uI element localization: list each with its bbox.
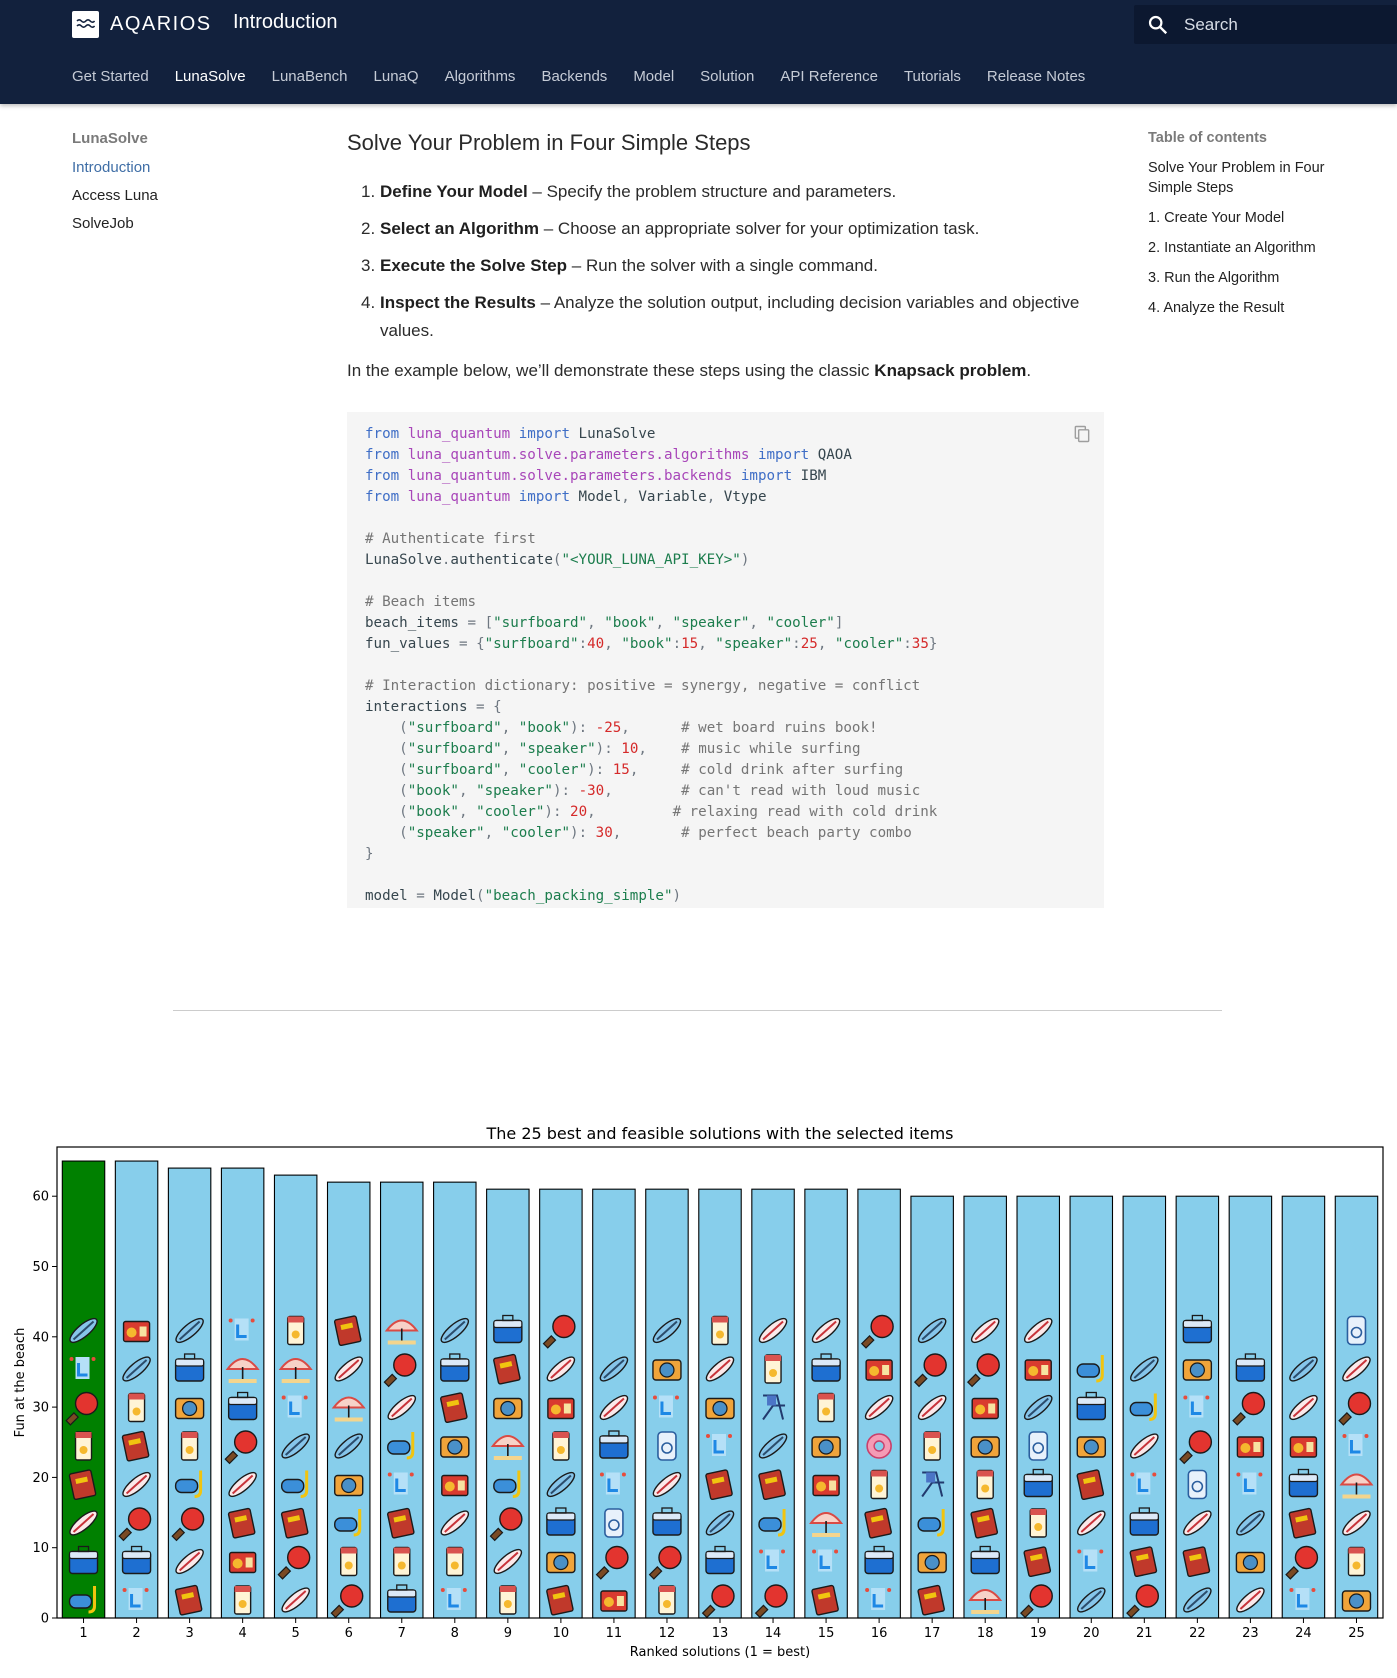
float-icon [867,1434,891,1458]
step-item [361,252,1105,280]
camera-icon [653,1360,681,1380]
book-icon [440,1393,467,1423]
main-content [347,130,1105,385]
book-icon [175,1585,202,1615]
x-tick-label: 22 [1189,1626,1206,1641]
x-tick-label: 24 [1295,1626,1312,1641]
step-body [380,252,878,280]
y-tick-label: 0 [40,1611,49,1627]
speaker-icon [1347,1317,1365,1345]
step-text: – Analyze the solution output, including decision variables and objective values. [380,293,1080,340]
tab-backends[interactable]: Backends [541,68,608,85]
x-tick-label: 9 [503,1626,512,1641]
camera-icon [547,1553,575,1573]
step-title: Execute the Solve Step [380,256,568,275]
y-tick-label: 60 [32,1189,49,1205]
x-tick-label: 14 [764,1626,782,1641]
camera-icon [335,1476,363,1496]
tab-api-reference[interactable]: API Reference [780,68,878,85]
tab-tutorials[interactable]: Tutorials [903,68,961,85]
book-icon [493,1354,520,1384]
y-tick-label: 50 [32,1260,49,1276]
book-icon [1289,1508,1316,1538]
book-icon [1183,1547,1210,1577]
x-tick-label: 5 [291,1626,300,1641]
sunscreen-icon [553,1432,569,1460]
tab-model[interactable]: Model [633,68,675,85]
x-tick-label: 12 [658,1626,676,1641]
sidebar-item-introduction[interactable]: Introduction [72,159,151,176]
sunscreen-icon [871,1471,887,1499]
y-tick-label: 30 [32,1400,49,1416]
step-body [380,215,979,243]
x-tick-label: 23 [1242,1626,1259,1641]
book-icon [971,1508,998,1538]
book-icon [1130,1547,1157,1577]
step-title: Inspect the Results [380,293,536,312]
y-tick-label: 40 [32,1330,49,1346]
step-item [361,178,1105,206]
logo-text: AQARIOS [110,13,212,35]
camera-icon [1183,1360,1211,1380]
code-block[interactable] [347,412,1104,908]
toc-item[interactable]: 1. Create Your Model [1148,210,1285,226]
intro-bold: Knapsack problem [874,361,1027,380]
radio-icon [548,1399,574,1419]
book-icon [1077,1470,1104,1500]
camera-icon [1077,1437,1105,1457]
speaker-icon [1029,1432,1047,1460]
sunscreen-icon [659,1586,675,1614]
search-icon [1147,14,1169,36]
code-text[interactable]: from luna_quantum import LunaSolve from luna_quantum.solve.parameters.algorithms import QAOA from luna_quantum.solve.parameters.backends import IBM from luna_quantum import Model, Variable, Vtype # Authenticate first LunaSolve.authenticate("<YOUR_LUNA_API_KEY>") # Beach items beach_items = ["surfboard", "book", "speaker", "cooler"] fun_values = {"surfboard":40, "book":15, "speaker":25, "cooler":35} # Interaction dictionary: positive = synergy, negative = conflict interactions = { ("surfboard", "book"): -25, # wet board ruins book! ("surfboard", "speaker"): 10, # music while surfing ("surfboard", "cooler"): 15, # cold drink after surfing ("book", "speaker"): -30, # can't read with loud music ("book", "cooler"): 20, # relaxing read with cold drink ("speaker", "cooler"): 30, # perfect beach party combo } model = Model("beach_packing_simple") [365,426,938,904]
chart-container [0,1115,1397,1673]
radio-icon [1290,1437,1316,1457]
radio-icon [124,1322,150,1342]
y-tick-label: 20 [32,1470,49,1486]
copy-icon[interactable] [1072,424,1092,444]
sunscreen-icon [1030,1509,1046,1537]
sunscreen-icon [712,1317,728,1345]
radio-icon [1025,1360,1051,1380]
steps-list [347,178,1105,345]
tab-lunaq[interactable]: LunaQ [373,68,419,85]
top-tabs [72,68,1111,85]
camera-icon [441,1437,469,1457]
tab-release-notes[interactable]: Release Notes [986,68,1086,85]
x-tick-label: 3 [185,1626,194,1641]
sidebar-item-solvejob[interactable]: SolveJob [72,215,134,232]
radio-icon [813,1476,839,1496]
step-text: – Choose an appropriate solver for your optimization task. [539,219,980,238]
solutions-bar-chart [0,1115,1397,1673]
camera-icon [812,1437,840,1457]
camera-icon [1236,1553,1264,1573]
tab-get-started[interactable]: Get Started [72,68,149,85]
x-tick-label: 18 [976,1626,994,1641]
book-icon [334,1316,361,1346]
section-heading: Solve Your Problem in Four Simple Steps [347,130,751,155]
book-icon [918,1585,945,1615]
speaker-icon [605,1509,623,1537]
step-number: 1. [361,182,376,201]
camera-icon [971,1437,999,1457]
step-number: 3. [361,256,376,275]
sunscreen-icon [500,1586,516,1614]
step-title: Select an Algorithm [380,219,540,238]
step-body [380,178,896,206]
toc-item[interactable]: 3. Run the Algorithm [1148,270,1280,286]
x-tick-label: 13 [711,1626,729,1641]
book-icon [759,1470,786,1500]
search-box[interactable] [1134,5,1397,44]
step-text: – Run the solver with a single command. [567,256,878,275]
horizontal-divider [173,1010,1222,1011]
sunscreen-icon [924,1432,940,1460]
sunscreen-icon [288,1317,304,1345]
camera-icon [494,1399,522,1419]
x-tick-label: 16 [870,1626,888,1641]
top-header [0,0,1397,104]
y-tick-label: 10 [32,1541,49,1557]
x-tick-label: 25 [1348,1626,1365,1641]
step-item [361,215,1105,243]
radio-icon [1237,1437,1263,1457]
bar [62,1161,104,1618]
x-tick-label: 2 [132,1626,141,1641]
x-tick-label: 1 [79,1626,88,1641]
x-tick-label: 7 [397,1626,406,1641]
book-icon [228,1508,255,1538]
radio-icon [442,1476,468,1496]
sunscreen-icon [818,1394,834,1422]
book-icon [812,1585,839,1615]
book-icon [69,1470,96,1500]
x-tick-label: 6 [344,1626,353,1641]
radio-icon [972,1399,998,1419]
sunscreen-icon [76,1432,92,1460]
toc-item[interactable]: 2. Instantiate an Algorithm [1148,240,1316,256]
tab-solution[interactable]: Solution [700,68,755,85]
sunscreen-icon [765,1355,781,1383]
x-tick-label: 17 [923,1626,941,1641]
step-number: 2. [361,219,376,238]
logo[interactable] [72,11,212,38]
sidebar-heading: LunaSolve [72,130,148,147]
step-number: 4. [361,293,376,312]
x-tick-label: 19 [1029,1626,1047,1641]
chart-title: The 25 best and feasible solutions with the selected items [486,1124,954,1143]
camera-icon [706,1399,734,1419]
intro-end: . [1026,361,1032,380]
camera-icon [918,1553,946,1573]
radio-icon [230,1553,256,1573]
sunscreen-icon [1348,1548,1364,1576]
x-tick-label: 11 [605,1626,623,1641]
x-tick-label: 10 [552,1626,570,1641]
book-icon [1024,1547,1051,1577]
book-icon [281,1508,308,1538]
x-axis-label: Ranked solutions (1 = best) [629,1645,811,1660]
radio-icon [866,1360,892,1380]
book-icon [865,1508,892,1538]
book-icon [706,1470,733,1500]
page-title: Introduction [233,11,338,33]
sunscreen-icon [129,1394,145,1422]
book-icon [387,1508,414,1538]
sunscreen-icon [447,1548,463,1576]
bar [115,1161,157,1618]
logo-wave-icon [72,11,99,38]
toc-item[interactable]: 4. Analyze the Result [1148,300,1285,316]
bar [168,1168,210,1618]
sunscreen-icon [341,1548,357,1576]
radio-icon [601,1591,627,1611]
x-tick-label: 4 [238,1626,247,1641]
y-axis-label: Fun at the beach [13,1327,28,1438]
tab-lunasolve[interactable]: LunaSolve [174,68,246,85]
camera-icon [1342,1591,1370,1611]
left-sidebar [72,130,272,243]
camera-icon [176,1399,204,1419]
speaker-icon [658,1432,676,1460]
intro-paragraph [347,357,1105,385]
sunscreen-icon [394,1548,410,1576]
sunscreen-icon [977,1471,993,1499]
intro-text: In the example below, we’ll demonstrate these steps using the classic [347,361,875,380]
x-tick-label: 15 [817,1626,835,1641]
sunscreen-icon [235,1586,251,1614]
toc-item[interactable]: Solve Your Problem in Four Simple Steps [1148,160,1325,196]
step-title: Define Your Model [380,182,528,201]
x-tick-label: 8 [450,1626,459,1641]
tab-algorithms[interactable]: Algorithms [444,68,516,85]
table-of-contents [1148,130,1358,328]
sidebar-item-access-luna[interactable]: Access Luna [72,187,158,204]
book-icon [122,1431,149,1461]
toc-heading: Table of contents [1148,130,1267,146]
search-input[interactable] [1184,13,1384,37]
step-text: – Specify the problem structure and parameters. [527,182,897,201]
sunscreen-icon [182,1432,198,1460]
speaker-icon [1188,1471,1206,1499]
x-tick-label: 21 [1136,1626,1153,1641]
x-tick-label: 20 [1083,1626,1100,1641]
step-item [361,289,1105,345]
tab-lunabench[interactable]: LunaBench [271,68,348,85]
book-icon [546,1585,573,1615]
step-body [380,289,1105,345]
